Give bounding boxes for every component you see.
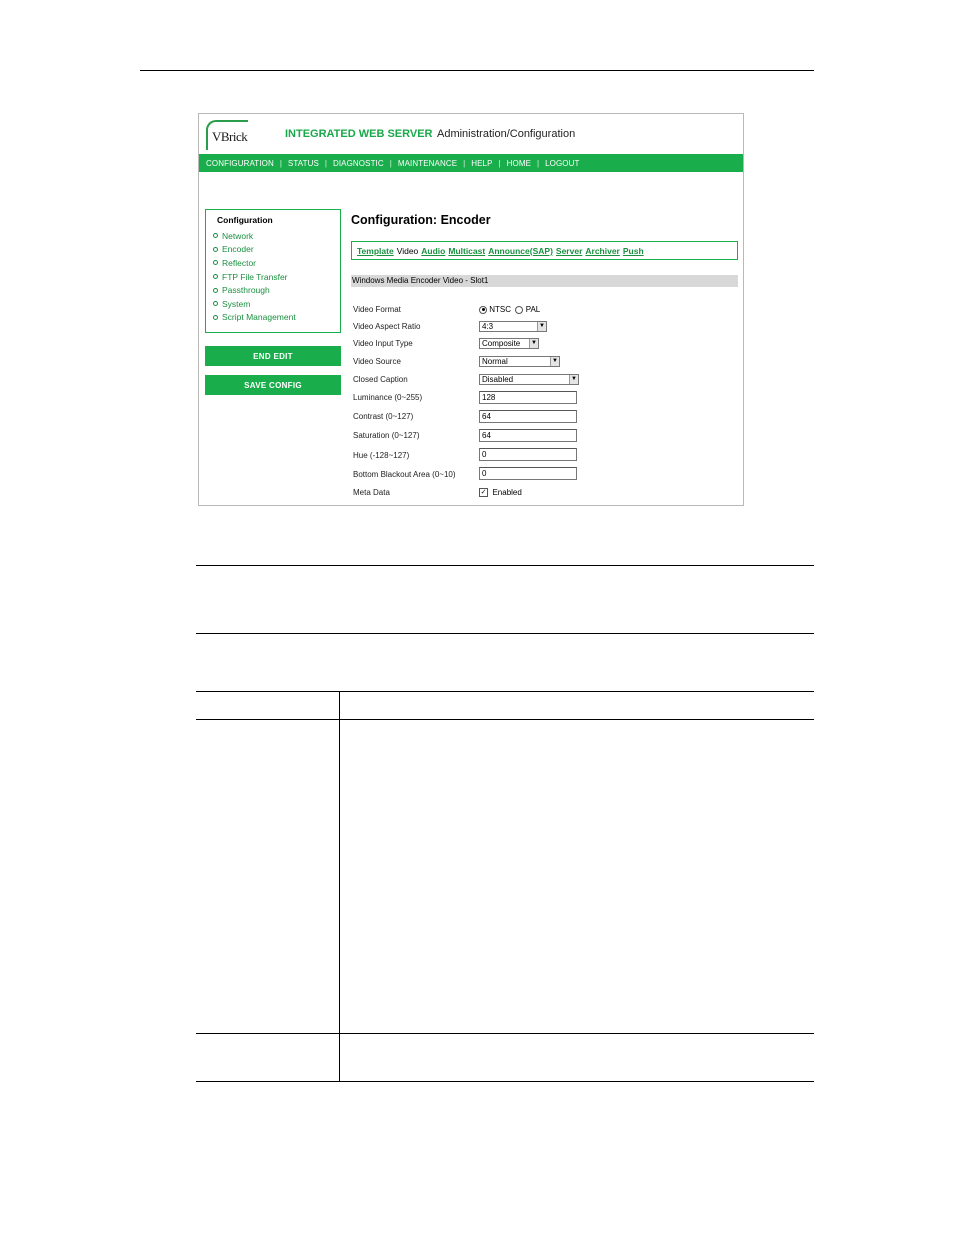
video-aspect-ratio-label: Video Aspect Ratio xyxy=(353,322,421,331)
header-subtitle: Administration/Configuration xyxy=(437,128,576,140)
encoder-config-screenshot xyxy=(198,113,744,506)
luminance-label: Luminance (0~255) xyxy=(353,393,423,402)
encoder-subtabs xyxy=(351,241,738,260)
rule-2 xyxy=(196,633,814,634)
dropdown-arrow-icon: ▼ xyxy=(529,339,538,348)
bullet-icon xyxy=(213,288,218,293)
sidebar-title: Configuration xyxy=(217,215,273,225)
bullet-icon xyxy=(213,260,218,265)
nav-configuration[interactable]: CONFIGURATION xyxy=(206,158,274,168)
nav-logout[interactable]: LOGOUT xyxy=(545,158,580,168)
bullet-icon xyxy=(213,301,218,306)
bottom-blackout-input[interactable]: 0 xyxy=(479,467,577,480)
saturation-input[interactable]: 64 xyxy=(479,429,577,442)
sidebar-item-system[interactable]: System xyxy=(213,297,340,311)
dropdown-arrow-icon: ▼ xyxy=(550,357,559,366)
video-input-type-label: Video Input Type xyxy=(353,339,413,348)
section-title: Windows Media Encoder Video - Slot1 xyxy=(351,275,738,287)
table-column-divider xyxy=(339,691,340,1081)
bullet-icon xyxy=(213,247,218,252)
top-nav: CONFIGURATION | STATUS | DIAGNOSTIC | MAINTENANCE | HELP | HOME | LOGOUT xyxy=(199,154,743,172)
sidebar-item-reflector[interactable]: Reflector xyxy=(213,256,340,270)
save-config-button[interactable]: SAVE CONFIG xyxy=(205,375,341,395)
nav-home[interactable]: HOME xyxy=(506,158,532,168)
video-format-radios: NTSC PAL xyxy=(479,305,540,314)
nav-diagnostic[interactable]: DIAGNOSTIC xyxy=(332,158,384,168)
sidebar-item-encoder[interactable]: Encoder xyxy=(213,243,340,257)
vbrick-logo: VBrick xyxy=(206,120,248,150)
nav-help[interactable]: HELP xyxy=(471,158,493,168)
nav-maintenance[interactable]: MAINTENANCE xyxy=(397,158,458,168)
video-aspect-ratio-select[interactable]: 4:3 ▼ xyxy=(479,321,547,332)
tab-audio[interactable]: Audio xyxy=(421,245,446,256)
hue-input[interactable]: 0 xyxy=(479,448,577,461)
tab-video[interactable]: Video xyxy=(396,245,419,256)
pal-radio[interactable] xyxy=(515,306,523,314)
nav-status[interactable]: STATUS xyxy=(287,158,319,168)
contrast-label: Contrast (0~127) xyxy=(353,412,414,421)
closed-caption-label: Closed Caption xyxy=(353,375,408,384)
video-source-select[interactable]: Normal ▼ xyxy=(479,356,560,367)
bullet-icon xyxy=(213,274,218,279)
meta-data-checkbox[interactable]: ✓ xyxy=(480,489,487,497)
config-sidebar xyxy=(205,209,341,333)
rule-1 xyxy=(196,565,814,566)
tab-archiver[interactable]: Archiver xyxy=(585,245,620,256)
hue-label: Hue (-128~127) xyxy=(353,451,410,460)
page-title: Configuration: Encoder xyxy=(351,213,491,227)
tab-template[interactable]: Template xyxy=(357,245,394,256)
video-source-label: Video Source xyxy=(353,357,401,366)
video-input-type-select[interactable]: Composite ▼ xyxy=(479,338,539,349)
sidebar-item-network[interactable]: Network xyxy=(213,229,340,243)
ntsc-radio[interactable] xyxy=(479,306,487,314)
sidebar-item-passthrough[interactable]: Passthrough xyxy=(213,283,340,297)
table-top-rule xyxy=(196,691,814,692)
dropdown-arrow-icon: ▼ xyxy=(537,322,546,331)
tab-push[interactable]: Push xyxy=(622,245,644,256)
meta-data-control: ✓ Enabled xyxy=(480,488,522,497)
luminance-input[interactable]: 128 xyxy=(479,391,577,404)
saturation-label: Saturation (0~127) xyxy=(353,431,420,440)
bullet-icon xyxy=(213,233,218,238)
table-row-rule xyxy=(196,1033,814,1034)
header-title: INTEGRATED WEB SERVER xyxy=(285,128,433,140)
bottom-blackout-label: Bottom Blackout Area (0~10) xyxy=(353,470,456,479)
contrast-input[interactable]: 64 xyxy=(479,410,577,423)
closed-caption-select[interactable]: Disabled ▼ xyxy=(479,374,579,385)
table-header-rule xyxy=(196,719,814,720)
dropdown-arrow-icon: ▼ xyxy=(569,375,578,384)
page-top-rule xyxy=(140,70,814,71)
video-format-label: Video Format xyxy=(353,305,401,314)
table-bottom-rule xyxy=(196,1081,814,1082)
tab-server[interactable]: Server xyxy=(555,245,583,256)
end-edit-button[interactable]: END EDIT xyxy=(205,346,341,366)
sidebar-item-ftp-file-transfer[interactable]: FTP File Transfer xyxy=(213,270,340,284)
bullet-icon xyxy=(213,315,218,320)
tab-announce-sap[interactable]: Announce(SAP) xyxy=(488,245,553,256)
tab-multicast[interactable]: Multicast xyxy=(448,245,486,256)
sidebar-item-script-management[interactable]: Script Management xyxy=(213,311,340,325)
meta-data-label: Meta Data xyxy=(353,488,390,497)
